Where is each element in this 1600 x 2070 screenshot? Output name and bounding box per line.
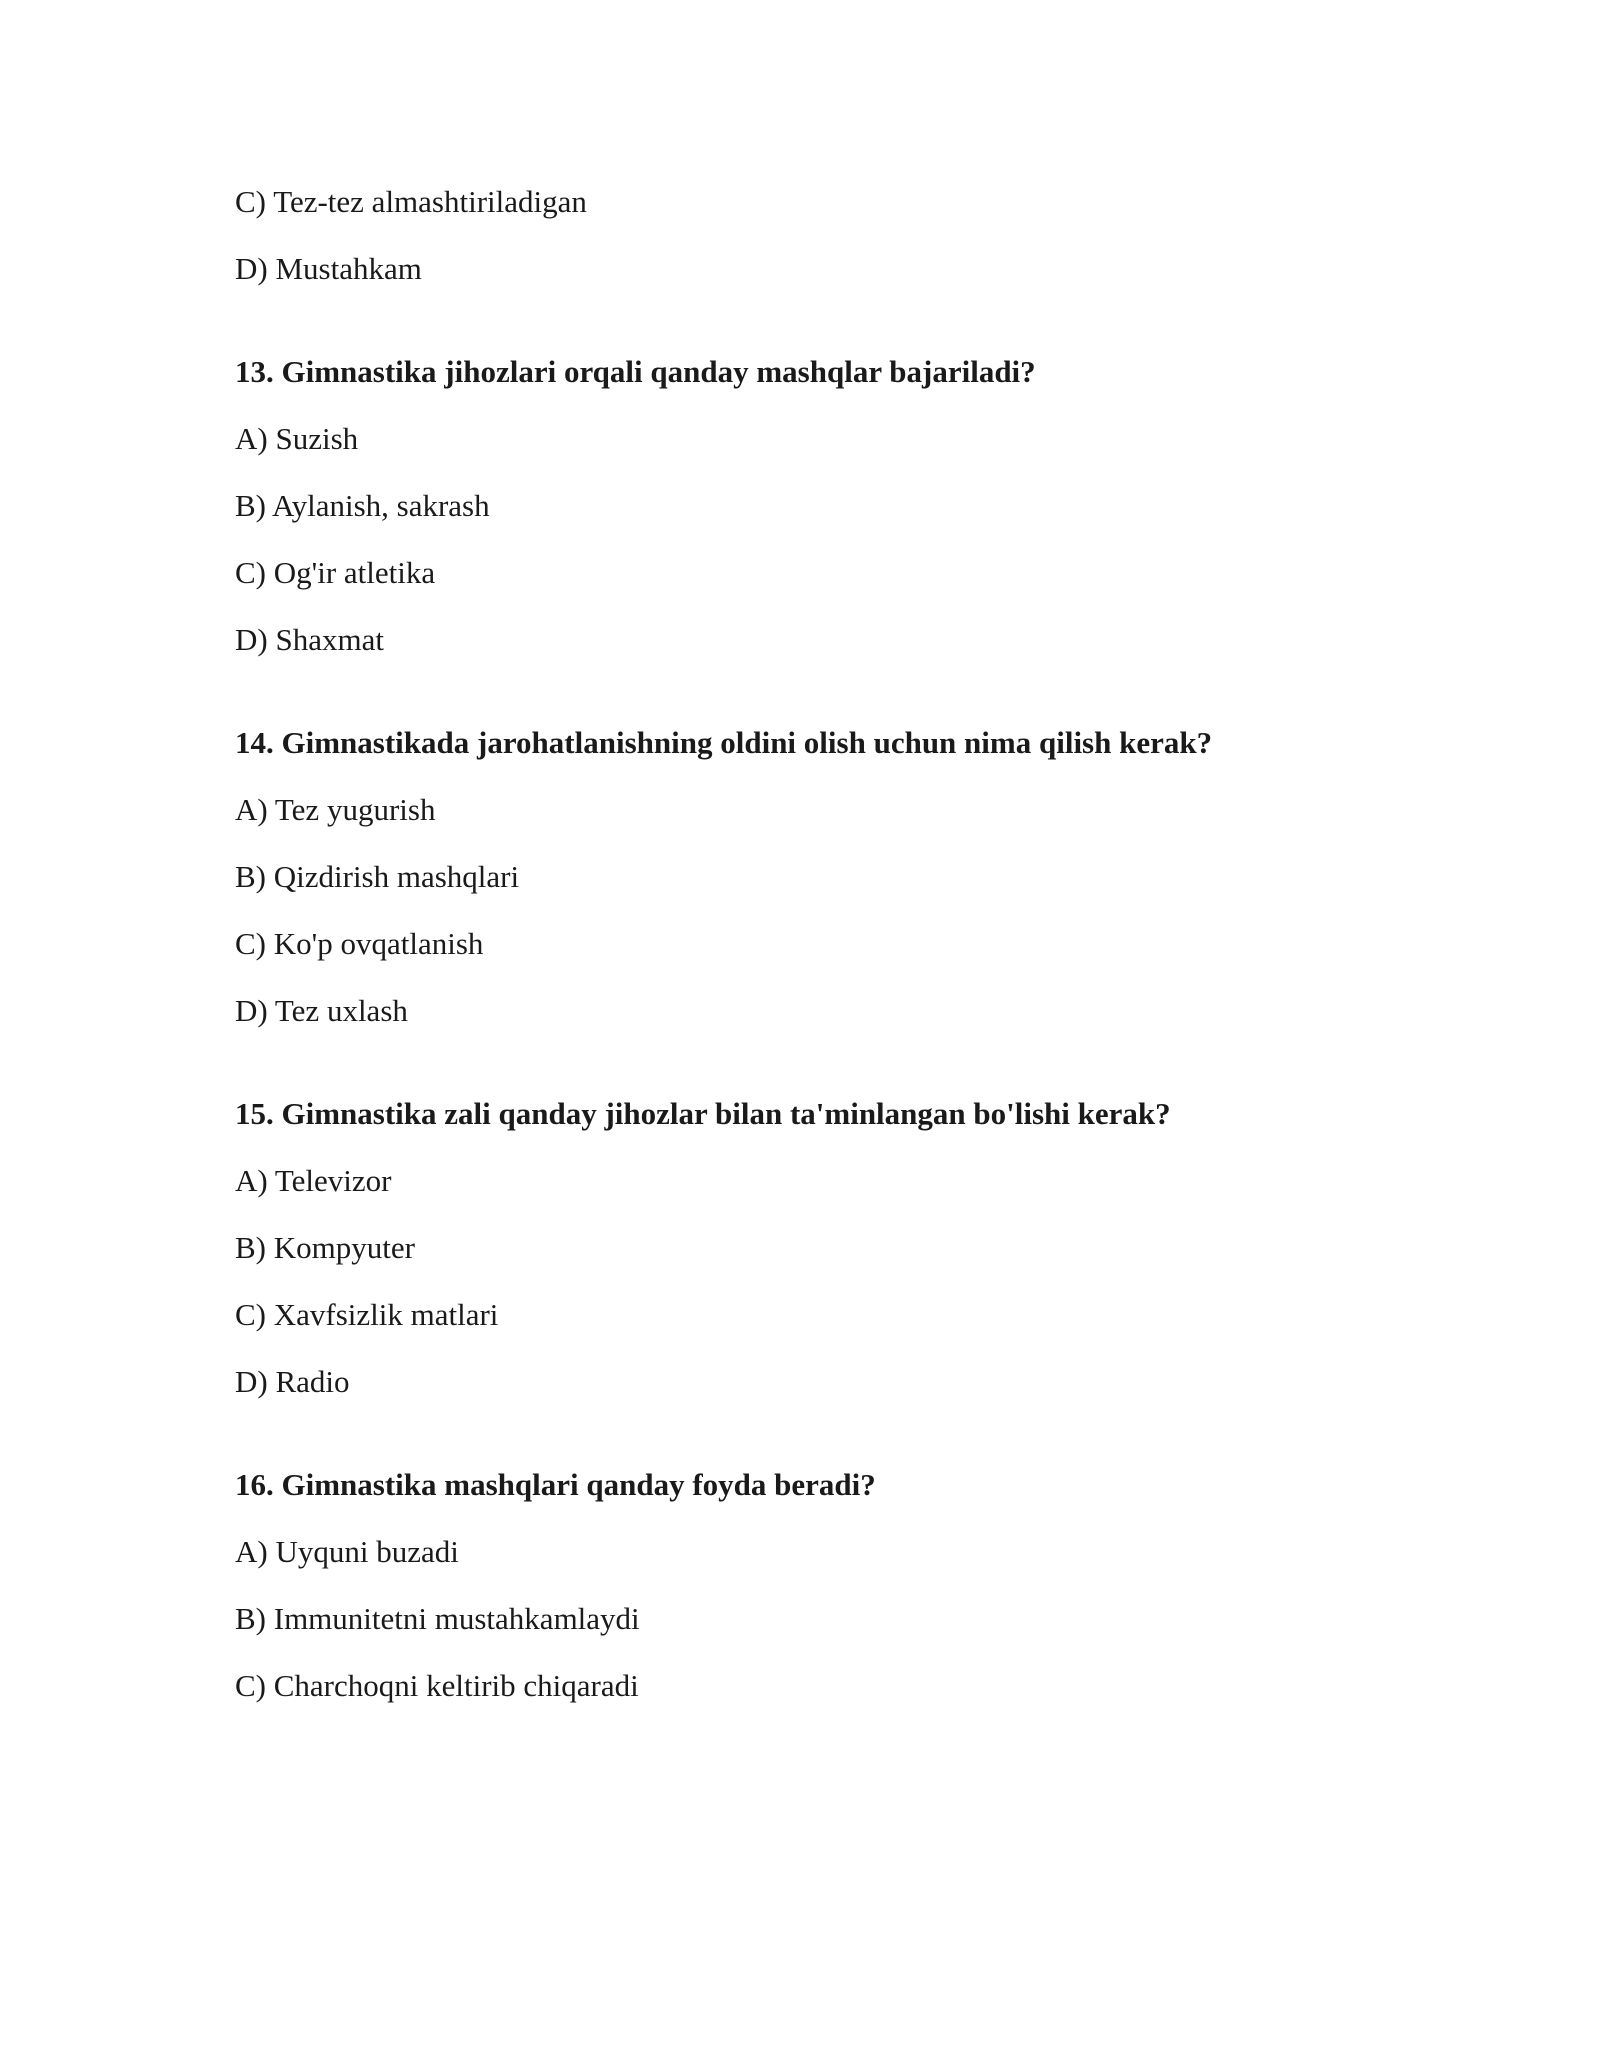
question-heading: 13. Gimnastika jihozlari orqali qanday mashqlar bajariladi?: [235, 354, 1036, 389]
option-line: A) Uyquni buzadi: [235, 1534, 459, 1569]
option-line: C) Ko'p ovqatlanish: [235, 926, 484, 961]
option-line: C) Charchoqni keltirib chiqaradi: [235, 1668, 639, 1703]
option-line: A) Tez yugurish: [235, 792, 436, 827]
carryover-options: [235, 184, 1415, 287]
option-line: A) Televizor: [235, 1163, 392, 1198]
quiz-content: [235, 184, 1415, 1735]
option-line: D) Radio: [235, 1364, 350, 1399]
question-heading: 14. Gimnastikada jarohatlanishning oldini olish uchun nima qilish kerak?: [235, 725, 1213, 760]
question-heading: 16. Gimnastika mashqlari qanday foyda beradi?: [235, 1467, 876, 1502]
option-line: D) Mustahkam: [235, 251, 422, 286]
question-block-14: [235, 725, 1415, 1029]
option-line: B) Qizdirish mashqlari: [235, 859, 520, 894]
question-block-15: [235, 1096, 1415, 1400]
question-block-16: [235, 1467, 1415, 1704]
option-line: C) Og'ir atletika: [235, 555, 436, 590]
option-line: D) Tez uxlash: [235, 993, 408, 1028]
option-line: D) Shaxmat: [235, 622, 384, 657]
option-line: B) Kompyuter: [235, 1230, 415, 1265]
option-line: A) Suzish: [235, 421, 359, 456]
option-line: B) Immunitetni mustahkamlaydi: [235, 1601, 640, 1636]
option-line: C) Tez-tez almashtiriladigan: [235, 184, 587, 219]
option-line: C) Xavfsizlik matlari: [235, 1297, 499, 1332]
option-line: B) Aylanish, sakrash: [235, 488, 490, 523]
question-block-13: [235, 354, 1415, 658]
question-heading: 15. Gimnastika zali qanday jihozlar bilan ta'minlangan bo'lishi kerak?: [235, 1096, 1171, 1131]
